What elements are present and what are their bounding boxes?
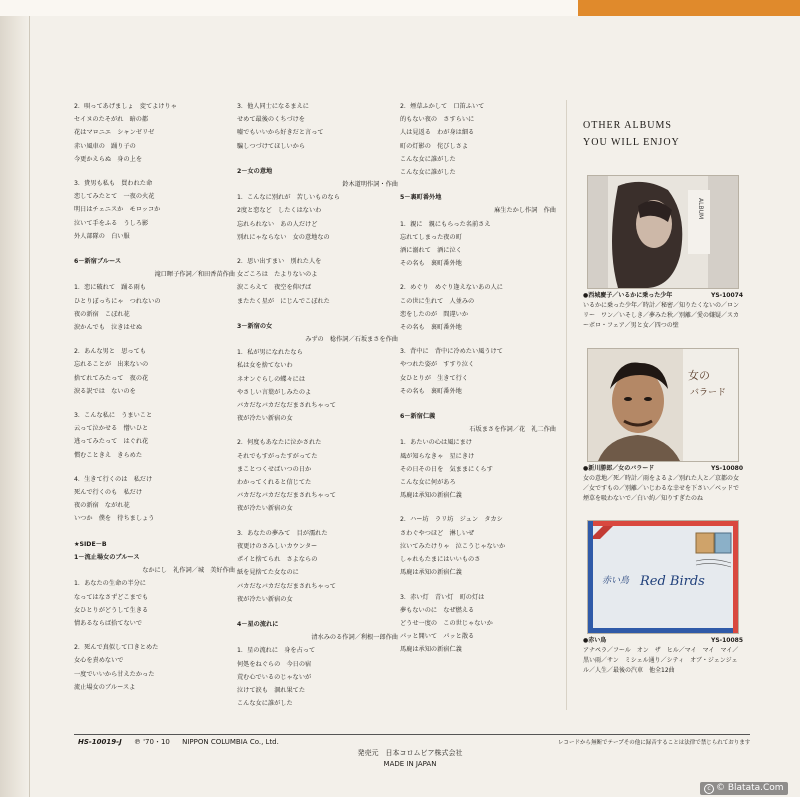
album-3-cover-text: Red Birds <box>640 574 705 589</box>
verse <box>400 591 560 657</box>
lyric-line: 2．ハー坊 ラリ坊 ジュン タカシ <box>400 516 503 524</box>
album-1-name: ●西城慶子／いるかに乗った少年 <box>583 292 673 299</box>
verse <box>237 527 402 606</box>
svg-text:女の: 女の <box>688 369 710 382</box>
lyric-line: 流止場女のブルースよ <box>74 683 136 691</box>
lyric-line: 馬鹿は承知の新宿仁義 <box>400 569 462 577</box>
lyric-line: せめて最後のくちづけを <box>237 116 305 124</box>
lyric-line: 2．思い出すまい 別れた人を <box>237 258 322 266</box>
album-3-tracks: アナペラ／フール オン ザ ヒル／マイ マイ マイ／黒い雨／サン ミシェル通り／シティ オブ・ジェンジェル／人生／最後の汽車 他全12曲 <box>583 647 739 674</box>
song-credit: 麻生たかし作詞 作曲 <box>494 207 556 215</box>
song-credit: 石坂まさを作詞／花 礼二作曲 <box>469 426 556 434</box>
verse <box>400 100 560 179</box>
lyric-line: 何処をねぐらの 今日の宿 <box>237 660 312 668</box>
verse <box>74 345 239 398</box>
lyric-line: いつか 僕を 待ちましょう <box>74 515 155 523</box>
verse <box>237 346 402 425</box>
lyric-line: 夜が冷たい新宿の女 <box>237 505 293 513</box>
lyric-line: 恋してみたとて 一夜の火花 <box>74 193 155 201</box>
lyric-line: 1．私が男になれたなら <box>237 349 303 357</box>
lyric-line: 紙を見捨てた女なのに <box>237 569 299 577</box>
lyric-line: 人は見返る わが身は細る <box>400 129 475 137</box>
lyric-line: 夜更けのさみしいカウンター <box>237 542 318 550</box>
verse <box>74 473 239 526</box>
lyric-line: こんな女に誰がした <box>400 155 456 163</box>
song-credit: 清水みのる作詞／利根一郎作曲 <box>311 634 398 642</box>
lyric-line: 泣いて手をふる うしろ影 <box>74 219 149 227</box>
lyric-line: 恋をしたのが 間違いか <box>400 310 469 318</box>
made-in-line: MADE IN JAPAN <box>383 760 437 768</box>
song-block <box>74 551 239 694</box>
lyric-line: 1．親に 親にもらった名前さえ <box>400 220 491 228</box>
song-title: 6－新宿仁義 <box>400 413 436 421</box>
lyric-line: 3．貴男も私も 買われた命 <box>74 180 153 188</box>
lyric-line: その名も 裏町番外地 <box>400 260 462 268</box>
album-card-1 <box>583 175 743 331</box>
lyric-line: 赤い風車の 踊り子の <box>74 142 136 150</box>
lyric-line: 別れにゃならない 女の意地なの <box>237 233 330 241</box>
lyric-line: 1．恋に破れて 踊る雨も <box>74 284 146 292</box>
lyrics-column-3 <box>400 100 560 669</box>
verse <box>74 177 239 243</box>
svg-text:バラード: バラード <box>690 388 727 398</box>
lyric-line: 1．こんなに別れが 苦しいものなら <box>237 194 340 202</box>
lyric-line: 風が知らなきゃ 星にきけ <box>400 452 475 460</box>
lyric-line: 今更かえらぬ 身の上を <box>74 155 143 163</box>
copyright-notice: レコードから無断でテープその他に録音することは法律で禁じられております <box>558 740 751 746</box>
lyric-line: やつれた姿が すすり泣く <box>400 361 475 369</box>
lyric-line: 3．こんな私に うまいこと <box>74 412 153 420</box>
song-title: 1－流止場女のブルース <box>74 553 140 561</box>
watermark-text: © Blatata.Com <box>716 783 784 793</box>
seller-line: 発売元 日本コロムビア株式会社 <box>357 749 463 757</box>
verse <box>400 436 560 502</box>
other-albums-heading <box>583 117 680 151</box>
lyric-line: こんな女に誰がした <box>237 700 293 708</box>
lyric-line: 涙かんでも 泣きはせぬ <box>74 324 143 332</box>
lyric-line: 夜の新宿 ながれ花 <box>74 502 130 510</box>
lyric-line: 的もない夜の さすらいに <box>400 116 475 124</box>
song-title: 2－女の意地 <box>237 167 273 175</box>
song-block <box>237 100 402 153</box>
verse <box>74 641 239 694</box>
lyric-line: 2．死んで真似して口きとめた <box>74 644 159 652</box>
heading-line-1: OTHER ALBUMS <box>583 120 672 131</box>
song-block <box>237 320 402 606</box>
lyric-line: その名も 裏町番外地 <box>400 387 462 395</box>
lyric-line: その名も 裏町番外地 <box>400 324 462 332</box>
lyric-line: こんな女に誰がした <box>400 169 456 177</box>
lyric-line: 情あるならば拾てないで <box>74 619 143 627</box>
lyric-line: 泣けて涙も 涸れ果てた <box>237 686 306 694</box>
song-title: 5－裏町番外地 <box>400 194 442 202</box>
lyric-line: 2．唄ってあげましょ 変てよけりゃ <box>74 103 177 110</box>
footer-rule <box>74 734 750 735</box>
lyric-line: やさしい言葉がしみたのよ <box>237 388 312 396</box>
lyric-line: 一度でいいから甘えたかった <box>74 670 155 678</box>
lyric-line: 死んで行くのも 私だけ <box>74 489 143 497</box>
lyric-line: 捨てれてみたって 夜の花 <box>74 374 149 382</box>
lyric-line: 女ひとりが 生きて行く <box>400 374 469 382</box>
svg-text:赤い鳥: 赤い鳥 <box>602 576 630 586</box>
album-cover-man-portrait <box>588 349 738 461</box>
lyric-line: 忘れられない あの人だけど <box>237 220 318 228</box>
verse <box>74 100 239 166</box>
song-block <box>237 165 402 308</box>
verse <box>400 281 560 334</box>
verse <box>237 644 402 710</box>
album-jacket-1 <box>587 175 739 289</box>
verse <box>74 409 239 462</box>
song-credit: なかにし 礼作詞／城 美好作曲 <box>142 567 235 575</box>
lyric-line: 3．あなたの夢みて 目が濡れた <box>237 529 328 537</box>
lyric-line: 云って泣かせる 憎いひと <box>74 425 149 433</box>
album-3-name: ●赤い鳥 <box>583 637 607 644</box>
lyric-line: 2．煙草ふかして 口笛ふいて <box>400 103 485 110</box>
album-1-tracks: いるかに乗った少年／時計／秘密／知りたくないの／ロンリー ワン／いそしき／夢みた秋／別離／愛の嫌疑／スカーボロ・フェア／男と女／四つの壁 <box>583 302 740 329</box>
lyric-line: まことつくせばいつの日か <box>237 465 312 473</box>
lyric-line: 1．あたいの心は風にまけ <box>400 439 472 447</box>
lyric-line: バカだなバカだなだまされちゃって <box>237 582 336 590</box>
copyright-icon: c <box>704 784 714 794</box>
lyric-line: 忘れることが 出来ないの <box>74 361 149 369</box>
side-marker: ★SIDE－B <box>74 540 107 548</box>
lyric-line: 2．あんな男と 思っても <box>74 348 146 356</box>
song-block <box>237 618 402 710</box>
lyric-line: 涙こらえて 夜空を仰げば <box>237 284 312 292</box>
lyric-line: 明日はチェニスか モロッコか <box>74 206 161 214</box>
lyric-line: こんな女に何があろ <box>400 479 456 487</box>
album-card-3 <box>583 520 743 676</box>
album-3-catalog: YS-10085 <box>710 637 743 644</box>
catalog-number: HS-10019-J <box>78 738 122 746</box>
lyric-line: 花はマロニエ シャンゼリゼ <box>74 129 155 137</box>
song-block <box>74 255 239 526</box>
lyric-line: 酒に溺れて 酒に泣く <box>400 247 462 255</box>
orange-band <box>578 0 800 16</box>
watermark <box>700 782 788 795</box>
lyrics-column-2 <box>237 100 402 722</box>
lyric-line: 騙しつづけてほしいから <box>237 142 306 150</box>
lyric-line: それでもすがったすがってた <box>237 452 318 460</box>
verse <box>237 436 402 515</box>
lyrics-column-1 <box>74 100 239 706</box>
lyric-line: ポイと捨てられ さよならの <box>237 556 318 564</box>
lyric-line: バカだなバカだなだまされちゃって <box>237 402 336 410</box>
lyric-line: 慣むこときえ きらめた <box>74 451 143 459</box>
lyric-line: 外人部隊の 白い服 <box>74 232 130 240</box>
lyric-line: 馬鹿は承知の新宿仁義 <box>400 646 462 654</box>
verse <box>74 577 239 630</box>
song-credit: 鈴木道明作詞・作曲 <box>342 181 398 189</box>
lyric-line: 泣いてみたけりゃ 泣こうじゃないか <box>400 542 506 550</box>
album-2-catalog: YS-10080 <box>710 465 743 472</box>
lyric-line: 4．生きて行くのは 私だけ <box>74 475 153 483</box>
lyric-line: ひとりぼっちにゃ つれないの <box>74 297 161 305</box>
lyric-line: 2．めぐり めぐり逢えないあの人に <box>400 284 503 292</box>
lyric-line: 嘘でもいいから好きだと言って <box>237 129 324 137</box>
album-2-name: ●新川勝郎／女のバラード <box>583 465 655 472</box>
sleeve-spine <box>0 16 30 797</box>
album-jacket-3 <box>587 520 739 634</box>
verse <box>237 100 402 153</box>
song-credit: みずの 稔作詞／石坂まさを作曲 <box>305 336 398 344</box>
lyric-line: バカだなバカだなだまされちゃって <box>237 492 336 500</box>
song-block <box>400 100 560 179</box>
album-cover-portrait <box>588 176 738 288</box>
lyric-line: セイヌのたそがれ 暗の都 <box>74 116 149 124</box>
lyric-line: 逃ってみたって はぐれ花 <box>74 438 149 446</box>
release-date: ℗ '70・10 <box>133 738 170 746</box>
lyric-line: 夢もないのに なぜ燃える <box>400 606 475 614</box>
lyric-line: わかってくれると信じてた <box>237 479 312 487</box>
lyric-line: 2度と恋など したくはないわ <box>237 207 322 215</box>
lyric-line: 女心を責めないで <box>74 657 124 665</box>
lyric-line: 3．背中に 背中に冷めたい風うけて <box>400 348 503 356</box>
lyric-line: 夜の新宿 こぼれ花 <box>74 310 130 318</box>
lyric-line: 1．星の流れに 身を占って <box>237 647 316 655</box>
song-block <box>74 100 239 243</box>
albums-divider <box>566 100 567 710</box>
lyric-line: 夜が冷たい新宿の女 <box>237 415 293 423</box>
song-block <box>400 410 560 656</box>
lyric-line: しゃれもたまにはいいものさ <box>400 556 481 564</box>
song-title: 3－新宿の女 <box>237 322 273 330</box>
verse <box>400 218 560 271</box>
lyric-line: 3．赤い灯 青い灯 町の灯は <box>400 593 485 601</box>
verse <box>237 255 402 308</box>
verse <box>74 281 239 334</box>
verse <box>237 191 402 244</box>
lyric-line: 私は女を捨てないわ <box>237 362 293 370</box>
lyric-line: 荒む心でいるのじゃないが <box>237 673 312 681</box>
song-credit: 滝口暉子作詞／和田香苗作曲 <box>154 271 235 279</box>
lyric-line: その日その日を 気ままにくらす <box>400 465 493 473</box>
song-title: 4－星の流れに <box>237 620 279 628</box>
svg-text:ALBUM: ALBUM <box>697 198 704 220</box>
lyric-line: ネオンぐらしの蝶々には <box>237 375 306 383</box>
spine-edge <box>29 16 30 797</box>
lyric-line: どうせ一度の この世じゃないか <box>400 619 493 627</box>
album-cover-airmail <box>588 521 738 633</box>
lyric-line: 淚る訳では ないのを <box>74 387 136 395</box>
song-title: 6－新宿ブルース <box>74 258 122 266</box>
album-2-tracks: 女の意地／死／時計／雨をよるよ／別れた人と／京都の女／女ですもの／別離／いじわるな幸せを下さい／ベッドで煙草を吸わないで／白い約／知りすぎたのね <box>583 475 740 502</box>
lyric-line: 忘れてしまった夜の町 <box>400 233 462 241</box>
lyric-line: 女ひとりがどうして生きる <box>74 606 149 614</box>
lyric-line: この世に生れて 人並みの <box>400 297 475 305</box>
footer-left <box>78 737 279 747</box>
lyric-line: 町の灯影の 侘びしさよ <box>400 142 469 150</box>
lyric-line: 2．何度もあなたに泣かされた <box>237 439 322 447</box>
album-card-2 <box>583 348 743 504</box>
verse <box>400 345 560 398</box>
footer-center <box>300 748 520 770</box>
lyric-line: 1．あなたの生命の半分に <box>74 580 146 588</box>
lyric-line: 3．他人同士になるまえに <box>237 103 309 110</box>
lyric-line: 女ごころは たよりないのよ <box>237 271 318 279</box>
lyric-line: またたく星が にじんでこぼれた <box>237 297 330 305</box>
heading-line-2: YOU WILL ENJOY <box>583 137 680 148</box>
song-block <box>400 191 560 398</box>
verse <box>400 513 560 579</box>
lyric-line: 馬鹿は承知の新宿仁義 <box>400 492 462 500</box>
label-name: NIPPON COLUMBIA Co., Ltd. <box>182 738 279 746</box>
album-1-catalog: YS-10074 <box>710 292 743 299</box>
lyric-line: さわぐやつほど 淋しいぜ <box>400 529 475 537</box>
lyric-line: パッと開いて パッと散る <box>400 633 475 641</box>
lyric-line: 夜が冷たい新宿の女 <box>237 595 293 603</box>
lyric-line: なってはなさずどこまでも <box>74 593 149 601</box>
album-jacket-2 <box>587 348 739 462</box>
